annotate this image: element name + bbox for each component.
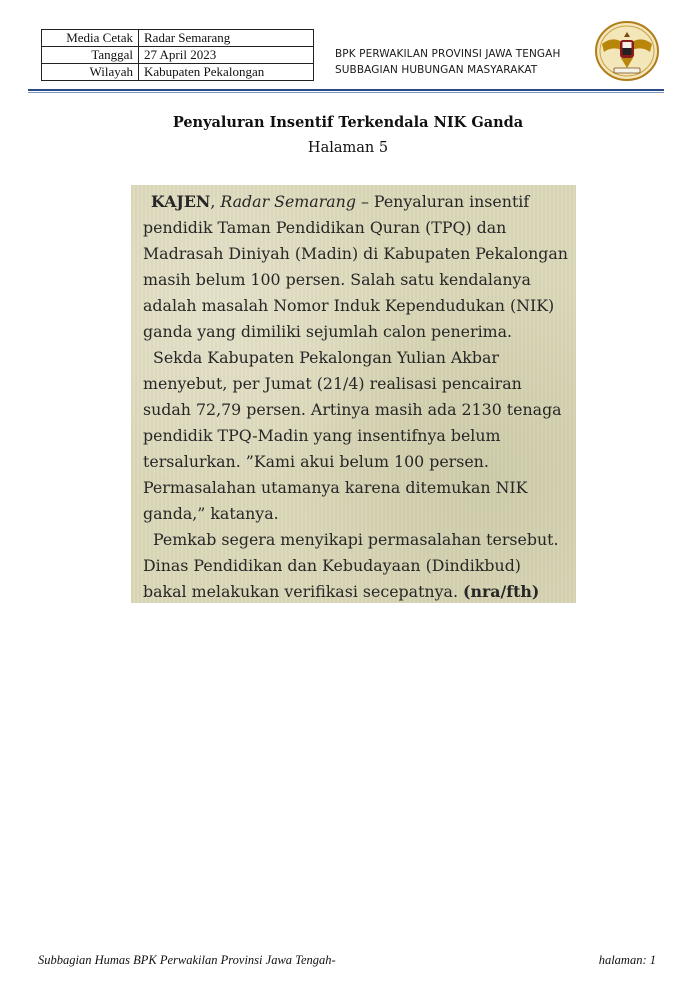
- header-rule: [28, 89, 664, 91]
- paragraph-2: Sekda Kabupaten Pekalongan Yulian Akbar menyebut, per Jumat (21/4) realisasi pencairan sudah 72,79 persen. Artinya masih ada 2130 tenaga pendidik TPQ-Madin yang insentifnya belum tersalurkan. ”Kami akui belum 100 persen. Permasalahan utamanya karena ditemukan NIK ganda,” katanya.: [143, 348, 562, 523]
- clipping-text: [143, 189, 568, 603]
- garuda-emblem-icon: [594, 20, 660, 82]
- date-info-row: [42, 47, 314, 64]
- paragraph-3: [143, 527, 568, 603]
- region-info-row: [42, 64, 314, 81]
- media-info-row: [42, 30, 314, 47]
- organization-header: [335, 46, 593, 78]
- paragraph-1-body: – Penyaluran insentif pendidik Taman Pendidikan Quran (TPQ) dan Madrasah Diniyah (Madin) di Kabupaten Pekalongan masih belum 100 persen. Salah satu kendalanya adalah masalah Nomor Induk Kependudukan (NIK) ganda yang dimiliki sejumlah calon penerima.: [143, 192, 568, 341]
- date-label: Tanggal: [42, 47, 139, 64]
- article-title: Penyaluran Insentif Terkendala NIK Ganda: [172, 114, 524, 131]
- organization-unit: SUBBAGIAN HUBUNGAN MASYARAKAT: [335, 64, 538, 76]
- author-tag: (nra/fth): [463, 582, 540, 601]
- media-label: Media Cetak: [42, 30, 139, 47]
- dateline: KAJEN: [151, 192, 211, 211]
- media-value: Radar Semarang: [139, 30, 314, 47]
- organization-name: BPK PERWAKILAN PROVINSI JAWA TENGAH: [335, 48, 561, 60]
- footer-page-number: halaman: 1: [598, 953, 656, 967]
- header-rule-thin: [28, 92, 664, 93]
- paragraph-3-body: Pemkab segera menyikapi permasalahan tersebut. Dinas Pendidikan dan Kebudayaan (Dindikbud) bakal melakukan verifikasi secepatnya.: [143, 530, 559, 601]
- date-value: 27 April 2023: [139, 47, 314, 64]
- footer-organization: Subbagian Humas BPK Perwakilan Provinsi Jawa Tengah-: [38, 953, 336, 967]
- paragraph-1: KAJEN, Radar Semarang – Penyaluran insentif pendidik Taman Pendidikan Quran (TPQ) dan Madrasah Diniyah (Madin) di Kabupaten Pekalongan masih belum 100 persen. Salah satu kendalanya adalah masalah Nomor Induk Kependudukan (NIK) ganda yang dimiliki sejumlah calon penerima.: [143, 192, 568, 341]
- media-info-table: [41, 29, 314, 81]
- source-name: Radar Semarang: [220, 192, 356, 211]
- region-value: Kabupaten Pekalongan: [139, 64, 314, 81]
- region-label: Wilayah: [42, 64, 139, 81]
- newspaper-clipping: [131, 185, 576, 603]
- page-reference: Halaman 5: [307, 140, 389, 156]
